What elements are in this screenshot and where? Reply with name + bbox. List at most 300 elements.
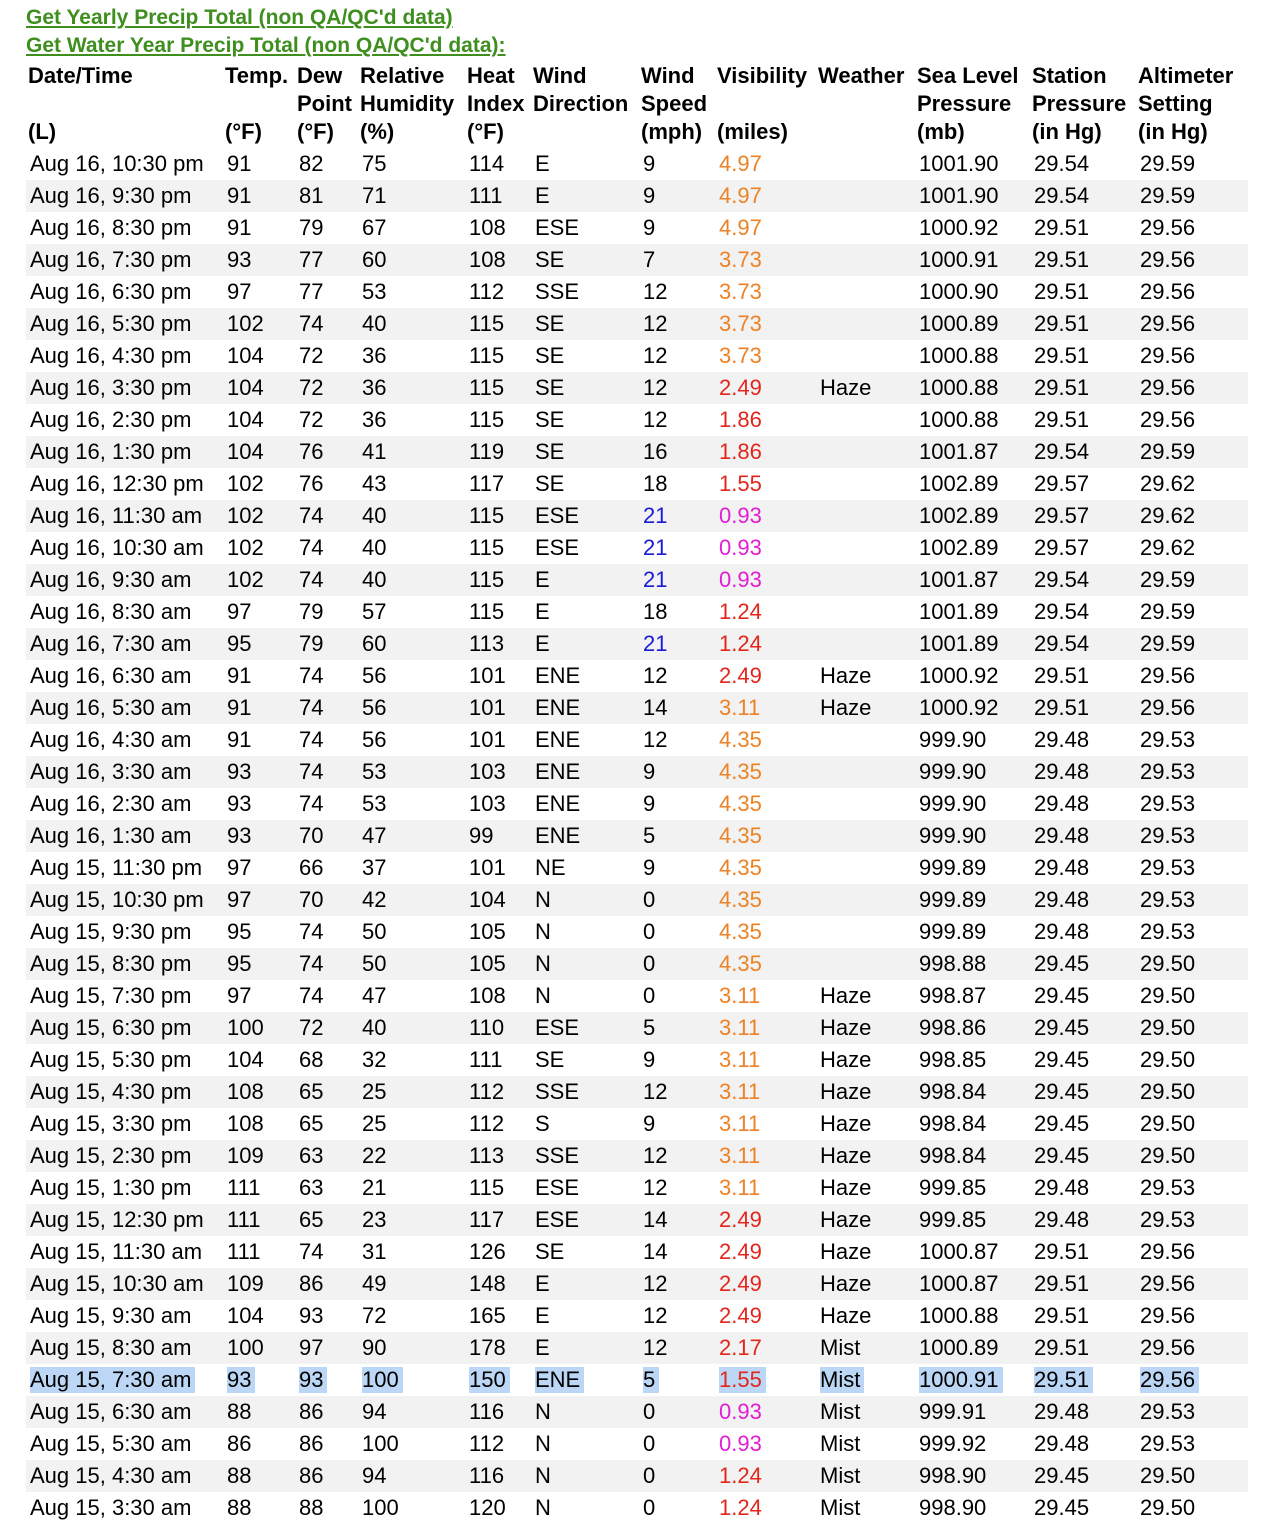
- wind-speed-cell: [639, 1204, 715, 1236]
- station-pressure-cell-text: 29.51: [1034, 695, 1090, 720]
- wind-direction-cell: [531, 948, 639, 980]
- altimeter-cell: [1136, 1428, 1248, 1460]
- heat-index-cell-text: 105: [469, 919, 506, 944]
- temperature-cell-text: 91: [227, 183, 252, 208]
- column-header-2-line-2: [223, 90, 295, 118]
- table-row[interactable]: [26, 692, 1248, 724]
- temperature-cell: [223, 468, 295, 500]
- column-header-4-line-1: Relative: [360, 63, 445, 88]
- altimeter-cell: [1136, 372, 1248, 404]
- station-pressure-cell-text: 29.48: [1034, 791, 1090, 816]
- yearly-precip-link[interactable]: Get Yearly Precip Total (non QA/QC'd data): [26, 6, 453, 29]
- altimeter-cell-text: 29.56: [1140, 1367, 1199, 1393]
- wind-speed-cell: [639, 468, 715, 500]
- weather-cell: [816, 1172, 915, 1204]
- sea-level-pressure-cell-text: 1000.89: [919, 1335, 999, 1360]
- altimeter-cell-text: 29.53: [1140, 727, 1196, 752]
- humidity-cell-text: 49: [362, 1271, 387, 1296]
- altimeter-cell-text: 29.56: [1140, 663, 1196, 688]
- heat-index-cell: [465, 628, 531, 660]
- table-row[interactable]: [26, 564, 1248, 596]
- table-row[interactable]: [26, 1076, 1248, 1108]
- altimeter-cell: [1136, 468, 1248, 500]
- wind-direction-cell-text: ENE: [535, 663, 581, 688]
- column-header-6-line-2: Direction: [533, 91, 629, 116]
- wind-direction-cell: [531, 276, 639, 308]
- column-header-5-line-2: Index: [467, 91, 525, 116]
- column-header-3-line-3: (°F): [297, 119, 334, 144]
- sea-level-pressure-cell: [915, 1236, 1030, 1268]
- wind-direction-cell-text: ENE: [535, 759, 581, 784]
- humidity-cell: [358, 1236, 465, 1268]
- visibility-cell-text: 0.93: [719, 567, 762, 592]
- table-row[interactable]: [26, 1044, 1248, 1076]
- altimeter-cell: [1136, 692, 1248, 724]
- datetime-cell-text: Aug 16, 1:30 am: [30, 823, 192, 848]
- humidity-cell-text: 90: [362, 1335, 387, 1360]
- sea-level-pressure-cell-text: 999.89: [919, 855, 987, 880]
- column-header-5-line-1: Heat: [467, 63, 515, 88]
- wind-direction-cell-text: SE: [535, 375, 565, 400]
- station-pressure-cell: [1030, 244, 1136, 276]
- dew-point-cell-text: 76: [299, 439, 324, 464]
- heat-index-cell: [465, 692, 531, 724]
- column-header-11-line-1: Station: [1032, 63, 1107, 88]
- dew-point-cell-text: 72: [299, 407, 324, 432]
- table-row[interactable]: [26, 436, 1248, 468]
- heat-index-cell-text: 120: [469, 1495, 506, 1520]
- weather-cell: [816, 276, 915, 308]
- dew-point-cell-text: 65: [299, 1111, 324, 1136]
- datetime-cell-text: Aug 16, 2:30 am: [30, 791, 192, 816]
- wind-direction-cell-text: N: [535, 1431, 551, 1456]
- visibility-cell-text: 4.35: [719, 855, 762, 880]
- table-row[interactable]: [26, 468, 1248, 500]
- wind-speed-cell: [639, 244, 715, 276]
- dew-point-cell: [295, 1492, 358, 1524]
- table-row[interactable]: [26, 1204, 1248, 1236]
- visibility-cell-text: 4.35: [719, 823, 762, 848]
- wind-direction-cell-text: E: [535, 183, 550, 208]
- sea-level-pressure-cell-text: 998.84: [919, 1079, 987, 1104]
- table-row[interactable]: [26, 756, 1248, 788]
- weather-cell: [816, 244, 915, 276]
- temperature-cell-text: 95: [227, 951, 252, 976]
- visibility-cell-text: 1.24: [719, 1495, 762, 1520]
- altimeter-cell: [1136, 1108, 1248, 1140]
- table-row[interactable]: [26, 884, 1248, 916]
- wind-speed-cell-text: 7: [643, 247, 656, 272]
- wind-direction-cell: [531, 1428, 639, 1460]
- sea-level-pressure-cell-text: 1001.89: [919, 599, 999, 624]
- table-row[interactable]: [26, 596, 1248, 628]
- datetime-cell: [26, 884, 223, 916]
- sea-level-pressure-cell: [915, 756, 1030, 788]
- dew-point-cell: [295, 980, 358, 1012]
- visibility-cell: [715, 596, 816, 628]
- wind-direction-cell-text: SE: [535, 407, 565, 432]
- table-row[interactable]: [26, 372, 1248, 404]
- column-header-4-line-2: Humidity: [360, 91, 455, 116]
- wind-speed-cell: [639, 980, 715, 1012]
- table-row[interactable]: [26, 1172, 1248, 1204]
- sea-level-pressure-cell-text: 998.87: [919, 983, 987, 1008]
- wind-direction-cell: [531, 340, 639, 372]
- dew-point-cell: [295, 1076, 358, 1108]
- table-row[interactable]: [26, 788, 1248, 820]
- altimeter-cell-text: 29.50: [1140, 951, 1196, 976]
- wind-speed-cell-text: 21: [643, 567, 668, 592]
- sea-level-pressure-cell-text: 1000.90: [919, 279, 999, 304]
- station-pressure-cell: [1030, 916, 1136, 948]
- station-pressure-cell-text: 29.45: [1034, 1047, 1090, 1072]
- temperature-cell-text: 91: [227, 663, 252, 688]
- heat-index-cell-text: 113: [469, 631, 505, 656]
- table-row[interactable]: [26, 628, 1248, 660]
- sea-level-pressure-cell: [915, 1364, 1030, 1396]
- altimeter-cell-text: 29.53: [1140, 1207, 1196, 1232]
- sea-level-pressure-cell: [915, 852, 1030, 884]
- station-pressure-cell-text: 29.45: [1034, 1079, 1090, 1104]
- weather-cell: [816, 436, 915, 468]
- weather-cell-text: Mist: [820, 1431, 861, 1456]
- sea-level-pressure-cell: [915, 1108, 1030, 1140]
- observations-table: [26, 62, 1248, 1524]
- table-row[interactable]: [26, 1268, 1248, 1300]
- sea-level-pressure-cell-text: 1000.87: [919, 1271, 999, 1296]
- humidity-cell-text: 50: [362, 951, 387, 976]
- heat-index-cell: [465, 1076, 531, 1108]
- weather-cell: [816, 1460, 915, 1492]
- temperature-cell-text: 102: [227, 311, 264, 336]
- sea-level-pressure-cell-text: 999.89: [919, 919, 987, 944]
- sea-level-pressure-cell-text: 1000.91: [919, 247, 999, 272]
- humidity-cell: [358, 1044, 465, 1076]
- dew-point-cell: [295, 1140, 358, 1172]
- table-row[interactable]: [26, 980, 1248, 1012]
- table-row[interactable]: [26, 1300, 1248, 1332]
- dew-point-cell: [295, 564, 358, 596]
- temperature-cell: [223, 1300, 295, 1332]
- table-row[interactable]: [26, 148, 1248, 180]
- humidity-cell: [358, 1492, 465, 1524]
- table-row[interactable]: [26, 948, 1248, 980]
- table-row[interactable]: [26, 244, 1248, 276]
- column-header-10-line-1: Sea Level: [917, 63, 1019, 88]
- table-row[interactable]: [26, 276, 1248, 308]
- temperature-cell: [223, 1108, 295, 1140]
- altimeter-cell: [1136, 820, 1248, 852]
- datetime-cell-text: Aug 16, 7:30 pm: [30, 247, 192, 272]
- temperature-cell: [223, 980, 295, 1012]
- altimeter-cell: [1136, 404, 1248, 436]
- sea-level-pressure-cell: [915, 820, 1030, 852]
- wind-speed-cell: [639, 1268, 715, 1300]
- wind-speed-cell-text: 12: [643, 343, 668, 368]
- wind-direction-cell: [531, 1460, 639, 1492]
- altimeter-cell-text: 29.53: [1140, 1175, 1196, 1200]
- altimeter-cell-text: 29.53: [1140, 759, 1196, 784]
- humidity-cell: [358, 212, 465, 244]
- humidity-cell: [358, 1204, 465, 1236]
- station-pressure-cell-text: 29.57: [1034, 471, 1090, 496]
- temperature-cell-text: 91: [227, 151, 252, 176]
- visibility-cell-text: 3.73: [719, 311, 762, 336]
- table-row[interactable]: [26, 308, 1248, 340]
- temperature-cell: [223, 724, 295, 756]
- wind-direction-cell: [531, 1300, 639, 1332]
- table-row[interactable]: [26, 820, 1248, 852]
- sea-level-pressure-cell: [915, 1396, 1030, 1428]
- weather-cell: [816, 948, 915, 980]
- table-row[interactable]: [26, 1492, 1248, 1524]
- humidity-cell-text: 100: [362, 1495, 399, 1520]
- table-row[interactable]: [26, 1396, 1248, 1428]
- visibility-cell-text: 2.17: [719, 1335, 762, 1360]
- temperature-cell: [223, 340, 295, 372]
- wind-speed-cell: [639, 916, 715, 948]
- table-row[interactable]: [26, 1012, 1248, 1044]
- dew-point-cell: [295, 852, 358, 884]
- table-row[interactable]: [26, 1140, 1248, 1172]
- altimeter-cell: [1136, 180, 1248, 212]
- datetime-cell: [26, 500, 223, 532]
- humidity-cell: [358, 756, 465, 788]
- table-row[interactable]: [26, 340, 1248, 372]
- temperature-cell: [223, 1460, 295, 1492]
- altimeter-cell: [1136, 1236, 1248, 1268]
- dew-point-cell-text: 93: [299, 1367, 327, 1393]
- temperature-cell: [223, 1428, 295, 1460]
- wind-speed-cell-text: 12: [643, 1271, 668, 1296]
- station-pressure-cell: [1030, 980, 1136, 1012]
- station-pressure-cell-text: 29.45: [1034, 951, 1090, 976]
- humidity-cell-text: 21: [362, 1175, 387, 1200]
- dew-point-cell: [295, 276, 358, 308]
- humidity-cell: [358, 1268, 465, 1300]
- visibility-cell: [715, 404, 816, 436]
- station-pressure-cell-text: 29.54: [1034, 631, 1090, 656]
- wind-direction-cell: [531, 916, 639, 948]
- weather-cell: [816, 1396, 915, 1428]
- altimeter-cell: [1136, 1300, 1248, 1332]
- station-pressure-cell-text: 29.51: [1034, 215, 1090, 240]
- humidity-cell-text: 36: [362, 343, 387, 368]
- table-row[interactable]: [26, 532, 1248, 564]
- weather-cell: [816, 1076, 915, 1108]
- heat-index-cell-text: 119: [469, 439, 505, 464]
- wind-speed-cell-text: 0: [643, 1463, 656, 1488]
- wind-direction-cell-text: ESE: [535, 1015, 580, 1040]
- temperature-cell: [223, 180, 295, 212]
- sea-level-pressure-cell: [915, 468, 1030, 500]
- wind-speed-cell-text: 21: [643, 503, 668, 528]
- temperature-cell-text: 91: [227, 727, 252, 752]
- visibility-cell: [715, 884, 816, 916]
- sea-level-pressure-cell: [915, 1300, 1030, 1332]
- heat-index-cell-text: 112: [469, 1111, 505, 1136]
- visibility-cell-text: 2.49: [719, 1271, 762, 1296]
- dew-point-cell-text: 72: [299, 343, 324, 368]
- table-row[interactable]: [26, 1108, 1248, 1140]
- column-header-9-line-1: Weather: [818, 63, 905, 88]
- visibility-cell: [715, 372, 816, 404]
- datetime-cell-text: Aug 16, 4:30 pm: [30, 343, 192, 368]
- heat-index-cell: [465, 1236, 531, 1268]
- wind-speed-cell-text: 0: [643, 1495, 656, 1520]
- table-row[interactable]: [26, 852, 1248, 884]
- table-row[interactable]: [26, 916, 1248, 948]
- table-row[interactable]: [26, 724, 1248, 756]
- sea-level-pressure-cell-text: 1000.88: [919, 1303, 999, 1328]
- wind-speed-cell-text: 12: [643, 1143, 668, 1168]
- precip-links: [26, 4, 506, 60]
- heat-index-cell: [465, 1012, 531, 1044]
- wind-speed-cell-text: 9: [643, 215, 656, 240]
- visibility-cell-text: 3.73: [719, 343, 762, 368]
- datetime-cell-text: Aug 16, 1:30 pm: [30, 439, 192, 464]
- humidity-cell: [358, 1396, 465, 1428]
- altimeter-cell: [1136, 1076, 1248, 1108]
- heat-index-cell-text: 115: [469, 599, 505, 624]
- dew-point-cell-text: 79: [299, 631, 324, 656]
- altimeter-cell-text: 29.62: [1140, 471, 1196, 496]
- humidity-cell: [358, 308, 465, 340]
- humidity-cell-text: 40: [362, 311, 387, 336]
- weather-cell: [816, 564, 915, 596]
- datetime-cell-text: Aug 16, 10:30 am: [30, 535, 204, 560]
- datetime-cell: [26, 788, 223, 820]
- wind-speed-cell: [639, 1396, 715, 1428]
- altimeter-cell: [1136, 1012, 1248, 1044]
- visibility-cell: [715, 1172, 816, 1204]
- table-row[interactable]: [26, 1364, 1248, 1396]
- temperature-cell: [223, 436, 295, 468]
- altimeter-cell-text: 29.50: [1140, 1015, 1196, 1040]
- water-year-precip-link[interactable]: Get Water Year Precip Total (non QA/QC'd data):: [26, 34, 506, 57]
- temperature-cell: [223, 1492, 295, 1524]
- dew-point-cell: [295, 1364, 358, 1396]
- wind-direction-cell-text: SE: [535, 311, 565, 336]
- sea-level-pressure-cell: [915, 1460, 1030, 1492]
- visibility-cell: [715, 1332, 816, 1364]
- station-pressure-cell: [1030, 1332, 1136, 1364]
- sea-level-pressure-cell: [915, 884, 1030, 916]
- table-row[interactable]: [26, 660, 1248, 692]
- datetime-cell-text: Aug 16, 5:30 pm: [30, 311, 192, 336]
- weather-cell: [816, 1044, 915, 1076]
- sea-level-pressure-cell: [915, 148, 1030, 180]
- station-pressure-cell-text: 29.45: [1034, 1111, 1090, 1136]
- humidity-cell: [358, 1172, 465, 1204]
- temperature-cell-text: 97: [227, 855, 252, 880]
- sea-level-pressure-cell-text: 1001.87: [919, 439, 999, 464]
- humidity-cell: [358, 436, 465, 468]
- dew-point-cell: [295, 884, 358, 916]
- temperature-cell: [223, 692, 295, 724]
- wind-direction-cell-text: ENE: [535, 823, 581, 848]
- wind-direction-cell-text: SSE: [535, 279, 580, 304]
- datetime-cell: [26, 820, 223, 852]
- table-row[interactable]: [26, 1236, 1248, 1268]
- visibility-cell: [715, 180, 816, 212]
- station-pressure-cell: [1030, 1396, 1136, 1428]
- altimeter-cell: [1136, 1268, 1248, 1300]
- table-row[interactable]: [26, 180, 1248, 212]
- temperature-cell-text: 108: [227, 1079, 264, 1104]
- wind-speed-cell-text: 12: [643, 1335, 668, 1360]
- wind-speed-cell: [639, 1044, 715, 1076]
- dew-point-cell-text: 77: [299, 279, 324, 304]
- dew-point-cell-text: 65: [299, 1079, 324, 1104]
- table-row[interactable]: [26, 1428, 1248, 1460]
- station-pressure-cell: [1030, 1460, 1136, 1492]
- column-header-6-line-1: Wind: [533, 63, 587, 88]
- weather-cell: [816, 1140, 915, 1172]
- temperature-cell: [223, 308, 295, 340]
- wind-speed-cell: [639, 1364, 715, 1396]
- wind-direction-cell-text: E: [535, 151, 550, 176]
- wind-direction-cell-text: SE: [535, 1239, 565, 1264]
- wind-speed-cell: [639, 436, 715, 468]
- altimeter-cell-text: 29.56: [1140, 1335, 1196, 1360]
- station-pressure-cell: [1030, 724, 1136, 756]
- table-row[interactable]: [26, 1460, 1248, 1492]
- heat-index-cell: [465, 276, 531, 308]
- table-row[interactable]: [26, 500, 1248, 532]
- temperature-cell-text: 104: [227, 439, 264, 464]
- wind-speed-cell: [639, 1460, 715, 1492]
- altimeter-cell: [1136, 1044, 1248, 1076]
- visibility-cell: [715, 340, 816, 372]
- station-pressure-cell: [1030, 308, 1136, 340]
- station-pressure-cell: [1030, 660, 1136, 692]
- wind-direction-cell: [531, 436, 639, 468]
- dew-point-cell: [295, 1428, 358, 1460]
- altimeter-cell-text: 29.56: [1140, 247, 1196, 272]
- wind-direction-cell: [531, 1364, 639, 1396]
- altimeter-cell-text: 29.56: [1140, 1271, 1196, 1296]
- heat-index-cell: [465, 532, 531, 564]
- sea-level-pressure-cell-text: 999.85: [919, 1207, 987, 1232]
- wind-direction-cell: [531, 724, 639, 756]
- station-pressure-cell-text: 29.51: [1034, 1303, 1090, 1328]
- dew-point-cell-text: 86: [299, 1399, 324, 1424]
- dew-point-cell-text: 74: [299, 791, 324, 816]
- heat-index-cell: [465, 1268, 531, 1300]
- table-row[interactable]: [26, 212, 1248, 244]
- station-pressure-cell: [1030, 1268, 1136, 1300]
- altimeter-cell-text: 29.59: [1140, 567, 1196, 592]
- station-pressure-cell: [1030, 1044, 1136, 1076]
- weather-cell: [816, 724, 915, 756]
- temperature-cell-text: 104: [227, 1303, 264, 1328]
- table-row[interactable]: [26, 404, 1248, 436]
- station-pressure-cell: [1030, 564, 1136, 596]
- dew-point-cell-text: 74: [299, 311, 324, 336]
- station-pressure-cell-text: 29.51: [1034, 247, 1090, 272]
- wind-direction-cell: [531, 852, 639, 884]
- temperature-cell-text: 88: [227, 1495, 252, 1520]
- temperature-cell: [223, 1140, 295, 1172]
- visibility-cell-text: 3.11: [719, 983, 761, 1008]
- weather-cell-text: Haze: [820, 983, 872, 1008]
- heat-index-cell: [465, 820, 531, 852]
- table-row[interactable]: [26, 1332, 1248, 1364]
- heat-index-cell: [465, 1044, 531, 1076]
- altimeter-cell: [1136, 308, 1248, 340]
- humidity-cell-text: 56: [362, 727, 387, 752]
